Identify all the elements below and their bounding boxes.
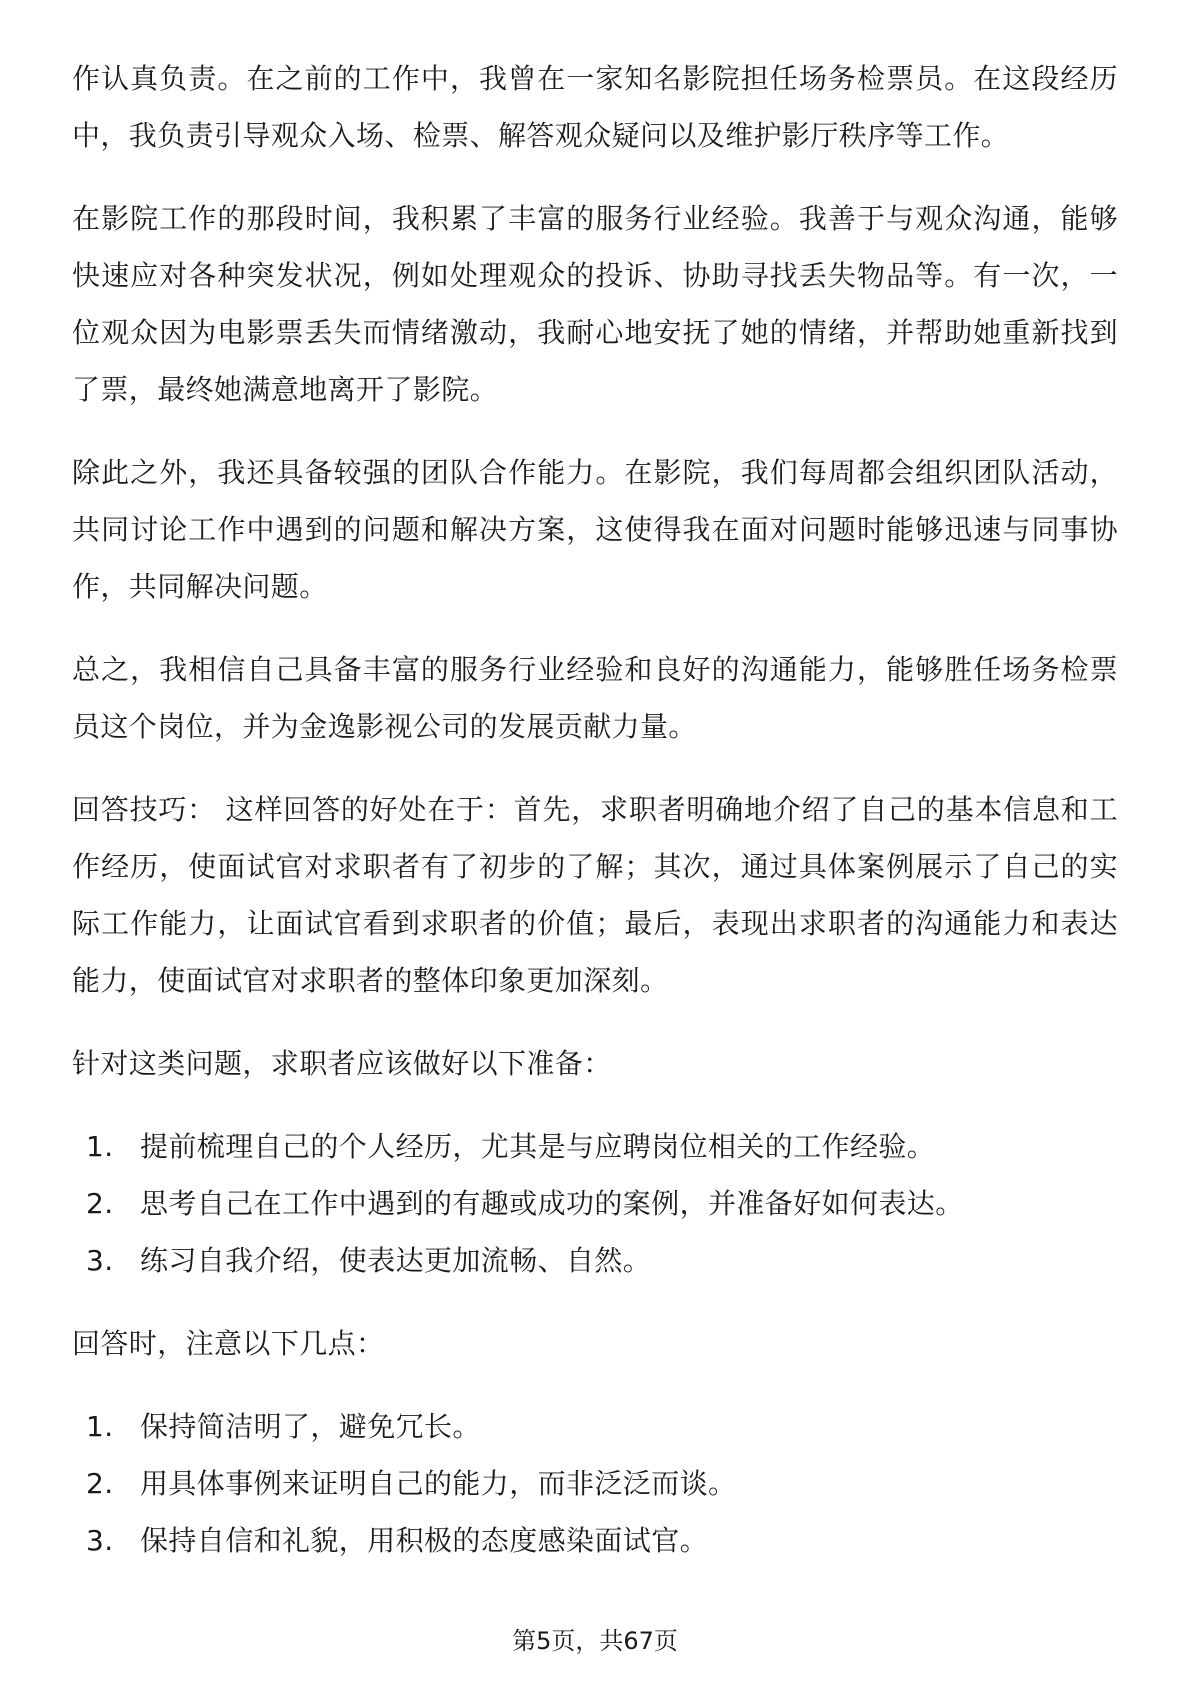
answer-tips-paragraph: 回答技巧： 这样回答的好处在于：首先，求职者明确地介绍了自己的基本信息和工作经历，使面试官对求职者有了初步的了解；其次，通过具体案例展示了自己的实际工作能力，让面试官看到求职者的价值；最后，表现出求职者的沟通能力和表达能力，使面试官对求职者的整体印象更加深刻。: [72, 793, 1118, 997]
paragraph: 在影院工作的那段时间，我积累了丰富的服务行业经验。我善于与观众沟通，能够快速应对各种突发状况，例如处理观众的投诉、协助寻找丢失物品等。有一次，一位观众因为电影票丢失而情绪激动，我耐心地安抚了她的情绪，并帮助她重新找到了票，最终她满意地离开了影院。: [72, 202, 1118, 406]
notes-list: [72, 1398, 1118, 1569]
list-item: [72, 1512, 1118, 1569]
preparation-heading: 针对这类问题，求职者应该做好以下准备：: [72, 1047, 612, 1080]
paragraph: 作认真负责。在之前的工作中，我曾在一家知名影院担任场务检票员。在这段经历中，我负责引导观众入场、检票、解答观众疑问以及维护影厅秩序等工作。: [72, 62, 1118, 152]
list-text: 保持自信和礼貌，用积极的态度感染面试官。: [140, 1524, 709, 1557]
page-number-footer: 第5页，共67页: [512, 1627, 678, 1655]
paragraph: 总之，我相信自己具备丰富的服务行业经验和良好的沟通能力，能够胜任场务检票员这个岗位，并为金逸影视公司的发展贡献力量。: [72, 653, 1118, 743]
list-text: 思考自己在工作中遇到的有趣或成功的案例，并准备好如何表达。: [140, 1187, 964, 1220]
list-item: [72, 1455, 1118, 1512]
list-number: 3.: [86, 1244, 114, 1277]
list-number: 2.: [86, 1187, 114, 1220]
list-item: [72, 1232, 1118, 1289]
list-number: 1.: [86, 1410, 114, 1443]
list-text: 练习自我介绍，使表达更加流畅、自然。: [140, 1244, 652, 1277]
list-number: 1.: [86, 1130, 114, 1163]
preparation-list: [72, 1118, 1118, 1289]
list-text: 用具体事例来证明自己的能力，而非泛泛而谈。: [140, 1467, 737, 1500]
list-number: 2.: [86, 1467, 114, 1500]
notes-heading: 回答时，注意以下几点：: [72, 1327, 385, 1360]
list-text: 提前梳理自己的个人经历，尤其是与应聘岗位相关的工作经验。: [140, 1130, 936, 1163]
list-number: 3.: [86, 1524, 114, 1557]
list-item: [72, 1398, 1118, 1455]
document-body: [72, 50, 1118, 1595]
list-text: 保持简洁明了，避免冗长。: [140, 1410, 481, 1443]
list-item: [72, 1175, 1118, 1232]
list-item: [72, 1118, 1118, 1175]
paragraph: 除此之外，我还具备较强的团队合作能力。在影院，我们每周都会组织团队活动，共同讨论工作中遇到的问题和解决方案，这使得我在面对问题时能够迅速与同事协作，共同解决问题。: [72, 456, 1118, 603]
